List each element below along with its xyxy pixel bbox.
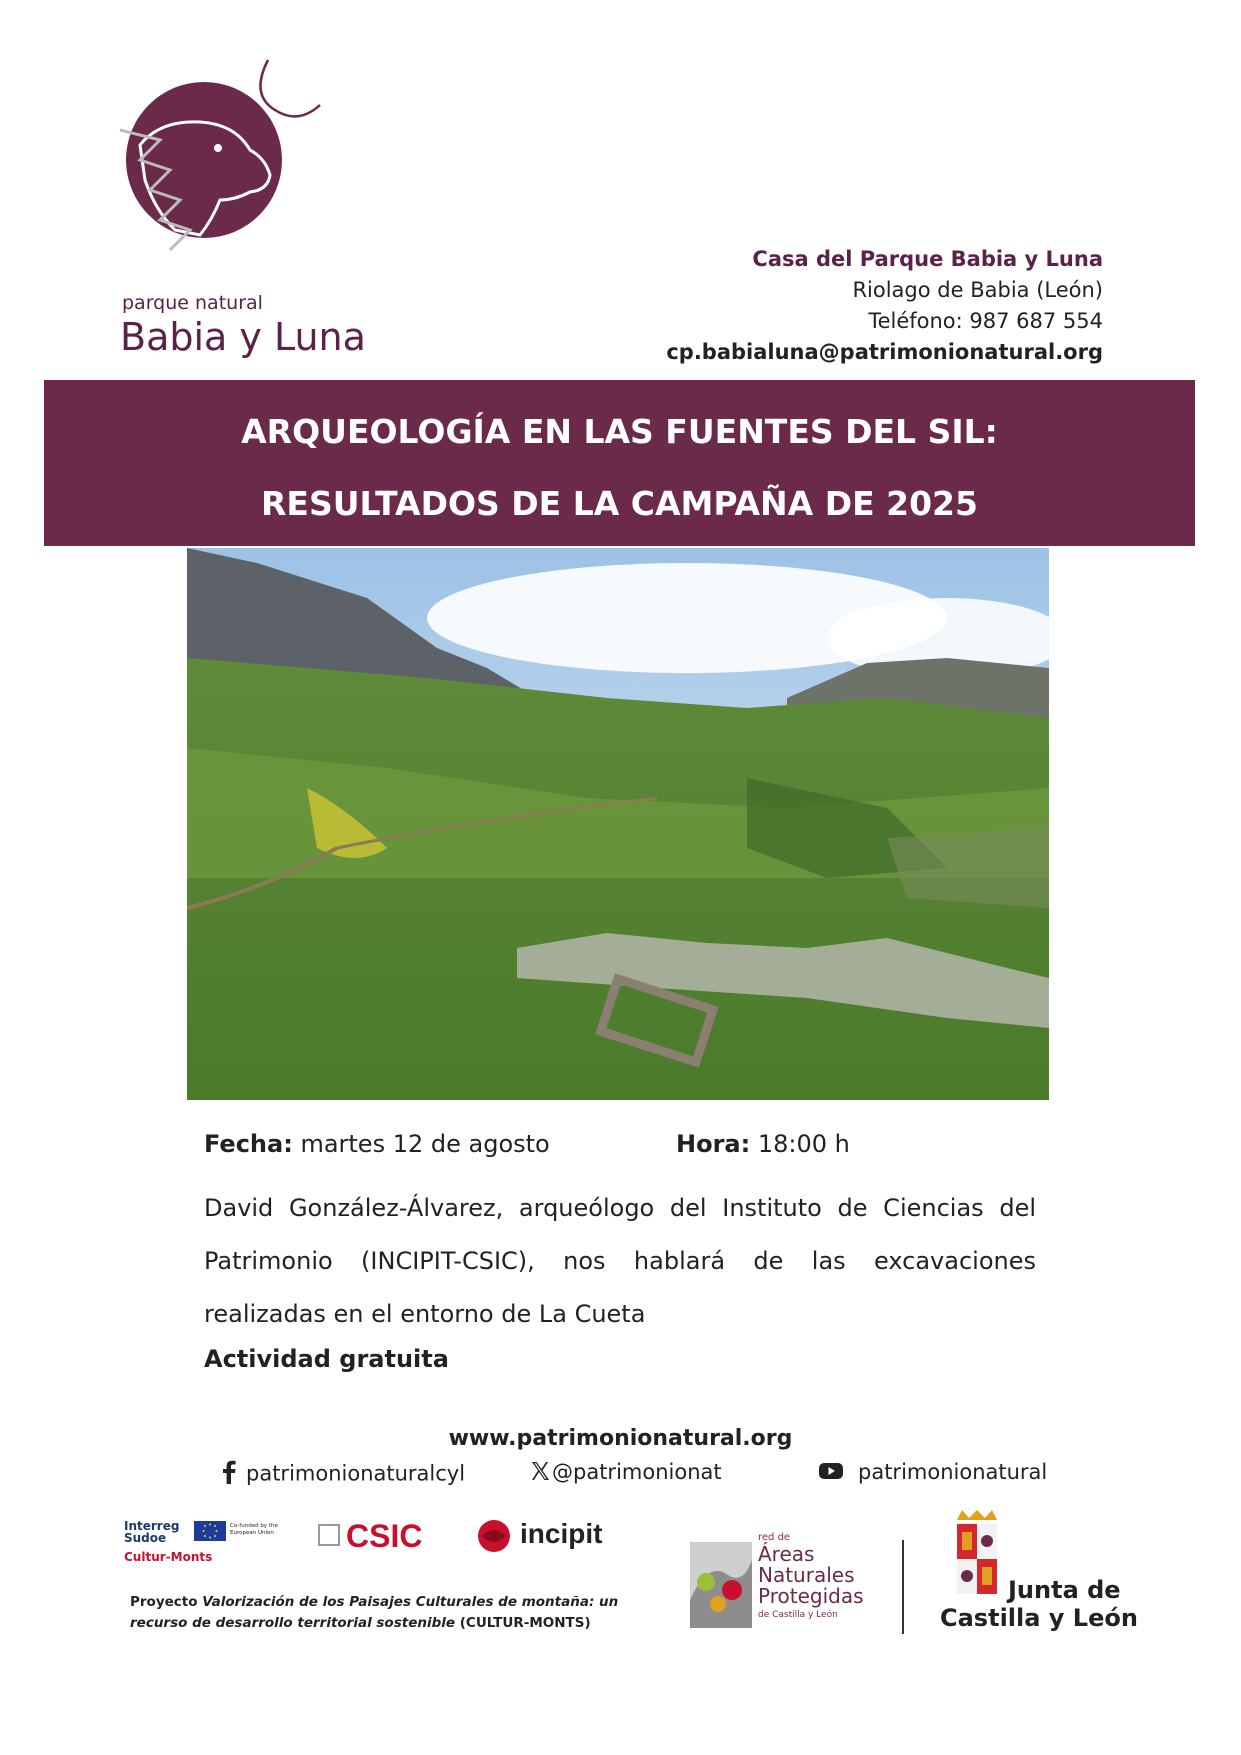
junta-cyl-logo [940, 1510, 1138, 1650]
sponsor-logos [0, 1510, 1241, 1660]
event-date [204, 1130, 550, 1158]
title-line-2: RESULTADOS DE LA CAMPAÑA DE 2025 [261, 484, 978, 523]
dog-head-icon [100, 50, 380, 300]
contact-name: Casa del Parque Babia y Luna [752, 247, 1103, 271]
interreg-line-1: Interreg [124, 1519, 180, 1533]
twitter-link[interactable] [530, 1460, 722, 1486]
contact-phone[interactable]: Teléfono: 987 687 554 [868, 309, 1103, 333]
interreg-subtitle: Cultur-Monts [124, 1550, 213, 1564]
red-areas-icon [688, 1540, 754, 1630]
event-time [676, 1130, 850, 1158]
red-line-1: Áreas [758, 1542, 815, 1566]
title-banner [44, 380, 1195, 546]
logo-subtitle: parque natural [122, 292, 263, 314]
project-title: Valorización de los Paisajes Culturales de montaña: un recurso de desarrollo territorial sostenible [130, 1594, 619, 1631]
eu-flag-icon [194, 1521, 226, 1541]
title-line-1: ARQUEOLOGÍA EN LAS FUENTES DEL SIL: [241, 412, 998, 451]
date-value: martes 12 de agosto [292, 1130, 550, 1158]
project-prefix: Proyecto [130, 1594, 203, 1610]
incipit-logo [476, 1518, 626, 1568]
twitter-handle: @patrimonionat [552, 1460, 722, 1484]
project-text [130, 1592, 620, 1634]
eu-cofunded-text: Co-funded by the European Union [230, 1523, 278, 1536]
csic-emblem-icon [318, 1524, 340, 1546]
logo-divider [902, 1540, 904, 1634]
event-description: David González-Álvarez, arqueólogo del Instituto de Ciencias del Patrimonio (INCIPIT-CSIC), nos hablará de las excavaciones realizadas en el entorno de La Cueta [204, 1194, 1036, 1328]
youtube-link[interactable] [818, 1460, 1047, 1486]
incipit-icon [476, 1518, 512, 1554]
facebook-icon [222, 1460, 236, 1489]
logo-title: Babia y Luna [120, 315, 366, 359]
incipit-text: incipit [520, 1518, 603, 1549]
contact-block [666, 244, 1103, 368]
red-line-3: Protegidas [758, 1584, 864, 1608]
csic-text: CSIC [346, 1518, 423, 1554]
landscape-photo [187, 548, 1049, 1100]
coat-of-arms-icon [952, 1510, 1002, 1600]
website-link[interactable]: www.patrimonionatural.org [448, 1426, 793, 1451]
contact-email[interactable]: cp.babialuna@patrimonionatural.org [666, 340, 1103, 364]
youtube-icon [818, 1461, 844, 1486]
moon-icon [260, 60, 320, 116]
project-suffix: (CULTUR-MONTS) [455, 1615, 591, 1631]
time-label: Hora: [676, 1130, 751, 1158]
time-value: 18:00 h [750, 1130, 850, 1158]
red-line-2: Naturales [758, 1563, 855, 1587]
red-areas-naturales-logo [688, 1532, 868, 1642]
interreg-line-2: Sudoe [124, 1531, 167, 1545]
junta-line-1: Junta de [1008, 1576, 1121, 1604]
facebook-handle: patrimonionaturalcyl [246, 1461, 466, 1486]
facebook-link[interactable] [222, 1460, 465, 1489]
date-label: Fecha: [204, 1130, 293, 1158]
contact-address: Riolago de Babia (León) [852, 278, 1103, 302]
event-info [204, 1130, 1036, 1373]
x-twitter-icon [530, 1461, 550, 1486]
free-activity-label: Actividad gratuita [204, 1345, 449, 1373]
youtube-handle: patrimonionatural [858, 1460, 1048, 1484]
interreg-logo [124, 1520, 304, 1570]
red-small-text: red de [758, 1532, 791, 1543]
csic-logo [318, 1516, 458, 1566]
red-subtitle: de Castilla y León [758, 1610, 838, 1620]
junta-line-2: Castilla y León [940, 1604, 1138, 1632]
park-logo [100, 50, 380, 370]
